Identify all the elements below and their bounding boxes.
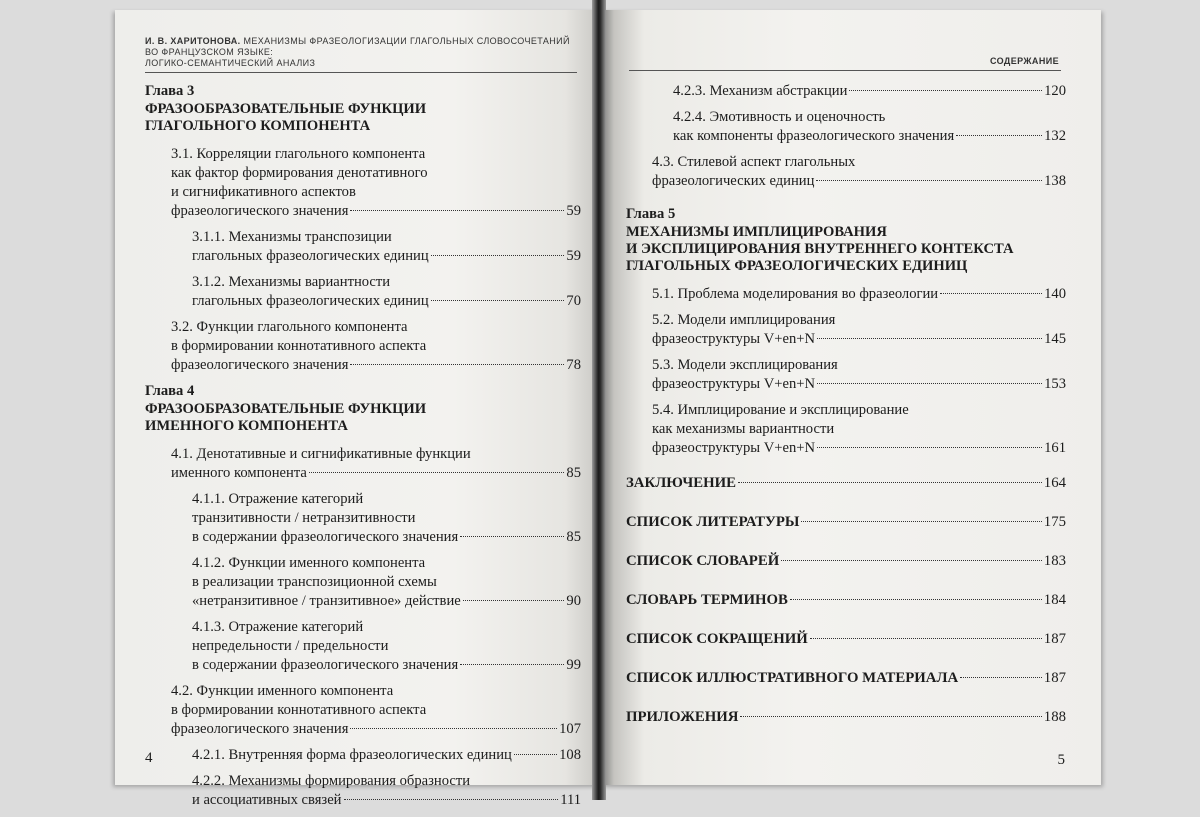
toc-section-title: СПИСОК ЛИТЕРАТУРЫ: [626, 514, 800, 530]
header-rule: [145, 72, 577, 73]
toc-entry-line: 4.1. Денотативные и сигнификативные функции: [171, 446, 471, 462]
toc-entry: [673, 108, 1066, 146]
toc-page-number: 161: [1044, 440, 1066, 456]
back-matter-sections: [626, 474, 1066, 727]
toc-entry-row: [192, 528, 581, 547]
chapter-3-label: Глава 3: [145, 83, 195, 99]
toc-right: [626, 82, 1066, 747]
toc-entry-line: как фактор формирования денотативного: [171, 165, 428, 181]
toc-entry-text: фразеологического значения: [171, 203, 349, 219]
toc-entry-text: фразеологического значения: [171, 357, 349, 373]
toc-left: [145, 76, 581, 817]
chapter-title-line: МЕХАНИЗМЫ ИМПЛИЦИРОВАНИЯ: [626, 224, 887, 240]
dot-leader: [956, 135, 1042, 136]
chapter-3-entries: [145, 145, 581, 375]
toc-section-title: СПИСОК СОКРАЩЕНИЙ: [626, 631, 808, 647]
chapter-title-line: И ЭКСПЛИЦИРОВАНИЯ ВНУТРЕННЕГО КОНТЕКСТА: [626, 241, 1014, 257]
toc-entry-text: глагольных фразеологических единиц: [192, 293, 429, 309]
toc-entry-row: [171, 464, 581, 483]
chapter-title-line: ГЛАГОЛЬНЫХ ФРАЗЕОЛОГИЧЕСКИХ ЕДИНИЦ: [626, 258, 968, 274]
toc-entry-line: как механизмы вариантности: [652, 421, 835, 437]
toc-entry: [652, 356, 1066, 394]
toc-section-title: СЛОВАРЬ ТЕРМИНОВ: [626, 592, 788, 608]
toc-entry-text: «нетранзитивное / транзитивное» действие: [192, 593, 461, 609]
dot-leader: [790, 599, 1042, 600]
toc-entry-line: 4.3. Стилевой аспект глагольных: [652, 154, 856, 170]
dot-leader: [431, 300, 565, 301]
toc-entry-row: [171, 720, 581, 739]
header-rule: [629, 70, 1061, 71]
toc-page-number: 187: [1043, 670, 1066, 686]
toc-page-number: 108: [559, 747, 581, 763]
toc-entry-text: в содержании фразеологического значения: [192, 657, 459, 673]
toc-section-row: [626, 552, 1066, 571]
toc-entry-text: 4.2.3. Механизм абстракции: [673, 83, 848, 99]
toc-entry-row: [171, 356, 581, 375]
toc-page-number: 78: [566, 357, 581, 373]
toc-entry-row: [192, 791, 581, 810]
chapter-title-line: ГЛАГОЛЬНОГО КОМПОНЕНТА: [145, 118, 371, 134]
toc-entry: [192, 772, 581, 810]
toc-entry-line: 4.1.3. Отражение категорий: [192, 619, 364, 635]
toc-entry-text: фразеоструктуры V+en+N: [652, 331, 816, 347]
toc-entry-text: именного компонента: [171, 465, 307, 481]
toc-entry-text: фразеологического значения: [171, 721, 349, 737]
toc-entry-line: 5.4. Имплицирование и эксплицирование: [652, 402, 909, 418]
toc-section-row: [626, 708, 1066, 727]
running-head-left: [145, 36, 575, 69]
toc-entry-text: фразеоструктуры V+en+N: [652, 440, 816, 456]
toc-entry-text: фразеоструктуры V+en+N: [652, 376, 816, 392]
toc-entry-row: [192, 247, 581, 266]
toc-section-row: [626, 513, 1066, 532]
toc-entry-line: в реализации транспозиционной схемы: [192, 574, 437, 590]
toc-entry-row: [192, 592, 581, 611]
toc-entry-row: [192, 746, 581, 765]
toc-entry-row: [192, 656, 581, 675]
chapter-5-title: [626, 224, 1066, 275]
toc-page-number: 59: [566, 248, 581, 264]
toc-entry-row: [652, 330, 1066, 349]
chapter-4-entries: [145, 445, 581, 810]
chapter-title-line: ФРАЗООБРАЗОВАТЕЛЬНЫЕ ФУНКЦИИ: [145, 401, 427, 417]
dot-leader: [738, 482, 1042, 483]
toc-entry-row: [652, 172, 1066, 191]
chapter-title-line: ФРАЗООБРАЗОВАТЕЛЬНЫЕ ФУНКЦИИ: [145, 101, 427, 117]
toc-entry: [652, 401, 1066, 458]
toc-entry-text: и ассоциативных связей: [192, 792, 342, 808]
dot-leader: [849, 90, 1042, 91]
dot-leader: [740, 716, 1041, 717]
book-gutter: [592, 0, 606, 800]
toc-entry-text: 4.2.1. Внутренняя форма фразеологических единиц: [192, 747, 512, 763]
chapter-5-label: Глава 5: [626, 206, 676, 222]
toc-entry-line: 3.1.2. Механизмы вариантности: [192, 274, 391, 290]
toc-entry-row: [652, 285, 1066, 304]
toc-entry-line: и сигнификативного аспектов: [171, 184, 356, 200]
toc-page-number: 140: [1044, 286, 1066, 302]
toc-page-number: 85: [566, 529, 581, 545]
toc-section-title: СПИСОК СЛОВАРЕЙ: [626, 553, 780, 569]
toc-entry-line: непредельности / предельности: [192, 638, 389, 654]
toc-entry: [652, 311, 1066, 349]
dot-leader: [940, 293, 1042, 294]
toc-entry: [192, 618, 581, 675]
dot-leader: [350, 210, 564, 211]
right-page: [599, 10, 1101, 785]
chapter-3-title: [145, 101, 581, 135]
toc-entry: [192, 554, 581, 611]
toc-entry: [171, 318, 581, 375]
toc-page-number: 59: [566, 203, 581, 219]
toc-entry-row: [652, 375, 1066, 394]
dot-leader: [817, 338, 1042, 339]
toc-entry-line: 3.1. Корреляции глагольного компонента: [171, 146, 426, 162]
dot-leader: [514, 754, 557, 755]
toc-page-number: 90: [566, 593, 581, 609]
toc-entry: [673, 82, 1066, 101]
toc-entry-line: 5.2. Модели имплицирования: [652, 312, 836, 328]
dot-leader: [801, 521, 1041, 522]
toc-entry-line: 3.2. Функции глагольного компонента: [171, 319, 408, 335]
toc-entry: [171, 145, 581, 221]
toc-entry-line: 4.2.4. Эмотивность и оценочность: [673, 109, 886, 125]
toc-entry-row: [652, 439, 1066, 458]
toc-section-title: СПИСОК ИЛЛЮСТРАТИВНОГО МАТЕРИАЛА: [626, 670, 959, 686]
toc-entry-row: [192, 292, 581, 311]
toc-entry-text: в содержании фразеологического значения: [192, 529, 459, 545]
toc-entry: [192, 273, 581, 311]
dot-leader: [463, 600, 565, 601]
toc-entry-text: фразеологических единиц: [652, 173, 815, 189]
continued-entries: [626, 82, 1066, 191]
toc-page-number: 188: [1043, 709, 1066, 725]
page-number-right: 5: [1057, 752, 1065, 768]
toc-entry-line: в формировании коннотативного аспекта: [171, 702, 427, 718]
toc-entry-line: 4.2. Функции именного компонента: [171, 683, 394, 699]
header-title-line-2: ЛОГИКО-СЕМАНТИЧЕСКИЙ АНАЛИЗ: [145, 58, 316, 68]
toc-page-number: 175: [1043, 514, 1066, 530]
toc-section-row: [626, 474, 1066, 493]
toc-entry: [652, 153, 1066, 191]
toc-section-row: [626, 630, 1066, 649]
running-head-right: СОДЕРЖАНИЕ: [989, 56, 1059, 66]
toc-page-number: 132: [1044, 128, 1066, 144]
toc-entry: [192, 228, 581, 266]
toc-page-number: 184: [1043, 592, 1066, 608]
toc-page-number: 85: [566, 465, 581, 481]
toc-entry: [192, 490, 581, 547]
toc-entry-line: транзитивности / нетранзитивности: [192, 510, 416, 526]
toc-section-title: ЗАКЛЮЧЕНИЕ: [626, 475, 736, 491]
chapter-4-title: [145, 401, 581, 435]
left-page: [115, 10, 599, 808]
toc-page-number: 107: [559, 721, 581, 737]
dot-leader: [460, 536, 564, 537]
chapter-5-entries: [626, 285, 1066, 458]
dot-leader: [431, 255, 565, 256]
dot-leader: [810, 638, 1042, 639]
toc-page-number: 164: [1043, 475, 1066, 491]
toc-page-number: 153: [1044, 376, 1066, 392]
toc-entry: [171, 682, 581, 739]
dot-leader: [309, 472, 565, 473]
toc-entry-line: в формировании коннотативного аспекта: [171, 338, 427, 354]
toc-section-row: [626, 591, 1066, 610]
chapter-title-line: ИМЕННОГО КОМПОНЕНТА: [145, 418, 348, 434]
dot-leader: [460, 664, 564, 665]
dot-leader: [817, 383, 1042, 384]
toc-entry-row: [673, 82, 1066, 101]
dot-leader: [960, 677, 1042, 678]
dot-leader: [350, 728, 557, 729]
toc-page-number: 120: [1044, 83, 1066, 99]
toc-entry-text: как компоненты фразеологического значения: [673, 128, 955, 144]
dot-leader: [350, 364, 564, 365]
toc-entry-row: [673, 127, 1066, 146]
dot-leader: [816, 180, 1042, 181]
toc-entry: [652, 285, 1066, 304]
toc-page-number: 187: [1043, 631, 1066, 647]
toc-entry-line: 5.3. Модели эксплицирования: [652, 357, 838, 373]
toc-entry-line: 3.1.1. Механизмы транспозиции: [192, 229, 392, 245]
header-author: И. В. ХАРИТОНОВА.: [145, 36, 241, 46]
toc-entry-line: 4.1.1. Отражение категорий: [192, 491, 364, 507]
toc-entry-row: [171, 202, 581, 221]
toc-entry: [192, 746, 581, 765]
dot-leader: [817, 447, 1042, 448]
toc-entry-text: глагольных фразеологических единиц: [192, 248, 429, 264]
toc-page-number: 183: [1043, 553, 1066, 569]
toc-entry: [171, 445, 581, 483]
toc-page-number: 138: [1044, 173, 1066, 189]
toc-entry-line: 4.2.2. Механизмы формирования образности: [192, 773, 471, 789]
toc-section-row: [626, 669, 1066, 688]
dot-leader: [781, 560, 1042, 561]
toc-section-title: ПРИЛОЖЕНИЯ: [626, 709, 739, 725]
toc-page-number: 111: [560, 792, 581, 808]
toc-page-number: 145: [1044, 331, 1066, 347]
toc-page-number: 70: [566, 293, 581, 309]
toc-entry-text: 5.1. Проблема моделирования во фразеологии: [652, 286, 939, 302]
chapter-4-label: Глава 4: [145, 383, 195, 399]
page-number-left: 4: [145, 750, 153, 766]
toc-entry-line: 4.1.2. Функции именного компонента: [192, 555, 426, 571]
header-title-line-1: МЕХАНИЗМЫ ФРАЗЕОЛОГИЗАЦИИ ГЛАГОЛЬНЫХ СЛОВОСОЧЕТАНИЙ ВО ФРАНЦУЗСКОМ ЯЗЫКЕ:: [145, 36, 570, 57]
toc-page-number: 99: [566, 657, 581, 673]
